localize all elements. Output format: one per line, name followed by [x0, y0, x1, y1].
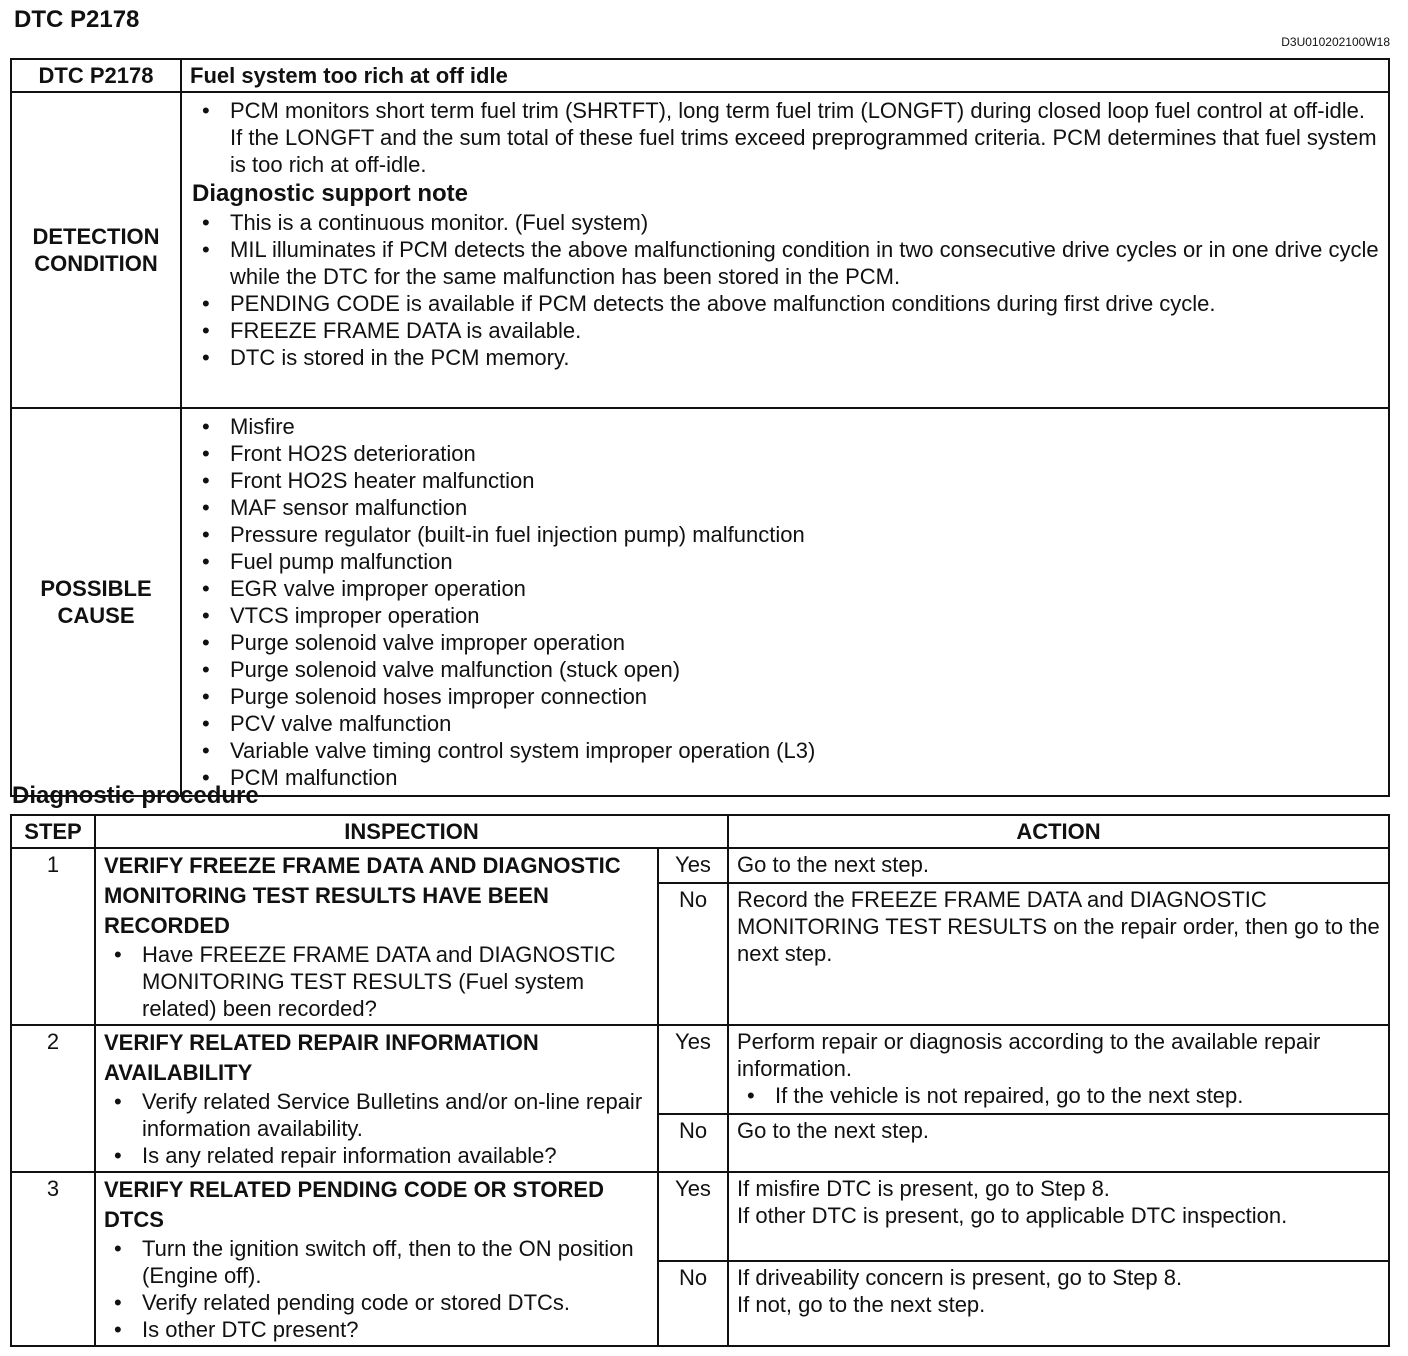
no-action: Go to the next step. — [728, 1114, 1389, 1172]
no-label: No — [658, 883, 728, 1025]
list-item: • Front HO2S heater malfunction — [192, 467, 1380, 494]
detection-condition-content — [181, 92, 1389, 408]
list-item: • Is other DTC present? — [104, 1316, 649, 1343]
step-number: 1 — [11, 848, 95, 1025]
list-item: • Purge solenoid valve malfunction (stuck open) — [192, 656, 1380, 683]
no-label: No — [658, 1261, 728, 1346]
list-item: • Verify related Service Bulletins and/or on-line repair information availability. — [104, 1088, 649, 1142]
yes-label: Yes — [658, 848, 728, 883]
dtc-name-cell: Fuel system too rich at off idle — [181, 59, 1389, 92]
inspection-column-header: INSPECTION — [95, 815, 728, 848]
step-column-header: STEP — [11, 815, 95, 848]
list-item: • PCM monitors short term fuel trim (SHRTFT), long term fuel trim (LONGFT) during closed loop fuel control at off-idle. If the LONGFT and the sum total of these fuel trims exceed preprogrammed criteria. PCM determines that fuel system is too rich at off-idle. — [192, 97, 1380, 178]
step-number: 3 — [11, 1172, 95, 1346]
yes-action: Perform repair or diagnosis according to the available repair information. • If the vehicle is not repaired, go to the next step. — [728, 1025, 1389, 1114]
no-action: Record the FREEZE FRAME DATA and DIAGNOSTIC MONITORING TEST RESULTS on the repair order, then go to the next step. — [728, 883, 1389, 1025]
inspection-heading: VERIFY FREEZE FRAME DATA AND DIAGNOSTIC MONITORING TEST RESULTS HAVE BEEN RECORDED — [104, 853, 621, 938]
list-item: • If the vehicle is not repaired, go to the next step. — [737, 1082, 1380, 1109]
possible-cause-label: POSSIBLE CAUSE — [11, 408, 181, 796]
diagnostic-procedure-table — [10, 814, 1390, 1347]
possible-cause-content — [181, 408, 1389, 796]
yes-action: If misfire DTC is present, go to Step 8. If other DTC is present, go to applicable DTC inspection. — [728, 1172, 1389, 1261]
step-number: 2 — [11, 1025, 95, 1172]
inspection-cell — [95, 1172, 658, 1346]
list-item: • Front HO2S deterioration — [192, 440, 1380, 467]
inspection-heading: VERIFY RELATED PENDING CODE OR STORED DTCS — [104, 1177, 604, 1232]
list-item: • This is a continuous monitor. (Fuel system) — [192, 209, 1380, 236]
list-item: • PCV valve malfunction — [192, 710, 1380, 737]
list-item: • Turn the ignition switch off, then to the ON position (Engine off). — [104, 1235, 649, 1289]
list-item: • Fuel pump malfunction — [192, 548, 1380, 575]
yes-label: Yes — [658, 1172, 728, 1261]
list-item: • Have FREEZE FRAME DATA and DIAGNOSTIC MONITORING TEST RESULTS (Fuel system related) been recorded? — [104, 941, 649, 1022]
inspection-cell — [95, 848, 658, 1025]
inspection-cell — [95, 1025, 658, 1172]
list-item: • FREEZE FRAME DATA is available. — [192, 317, 1380, 344]
list-item: • Variable valve timing control system improper operation (L3) — [192, 737, 1380, 764]
yes-label: Yes — [658, 1025, 728, 1114]
list-item: • PCM malfunction — [192, 764, 1380, 791]
list-item: • Verify related pending code or stored DTCs. — [104, 1289, 649, 1316]
yes-action: Go to the next step. — [728, 848, 1389, 883]
document-id: D3U010202100W18 — [1281, 35, 1390, 49]
dtc-code-cell: DTC P2178 — [11, 59, 181, 92]
support-note-heading: Diagnostic support note — [192, 180, 468, 207]
procedure-title: Diagnostic procedure — [12, 782, 259, 809]
page-title: DTC P2178 — [14, 6, 140, 33]
list-item: • VTCS improper operation — [192, 602, 1380, 629]
list-item: • Purge solenoid hoses improper connection — [192, 683, 1380, 710]
list-item: • EGR valve improper operation — [192, 575, 1380, 602]
no-label: No — [658, 1114, 728, 1172]
list-item: • MIL illuminates if PCM detects the above malfunctioning condition in two consecutive drive cycles or in one drive cycle while the DTC for the same malfunction has been stored in the PCM. — [192, 236, 1380, 290]
list-item: • Purge solenoid valve improper operation — [192, 629, 1380, 656]
list-item: • DTC is stored in the PCM memory. — [192, 344, 1380, 371]
list-item: • PENDING CODE is available if PCM detects the above malfunction conditions during first drive cycle. — [192, 290, 1380, 317]
list-item: • Misfire — [192, 413, 1380, 440]
list-item: • Is any related repair information available? — [104, 1142, 649, 1169]
action-column-header: ACTION — [728, 815, 1389, 848]
list-item: • Pressure regulator (built-in fuel injection pump) malfunction — [192, 521, 1380, 548]
no-action: If driveability concern is present, go to Step 8. If not, go to the next step. — [728, 1261, 1389, 1346]
dtc-summary-table — [10, 58, 1390, 797]
inspection-heading: VERIFY RELATED REPAIR INFORMATION AVAILABILITY — [104, 1030, 539, 1085]
list-item: • MAF sensor malfunction — [192, 494, 1380, 521]
detection-condition-label: DETECTION CONDITION — [11, 92, 181, 408]
